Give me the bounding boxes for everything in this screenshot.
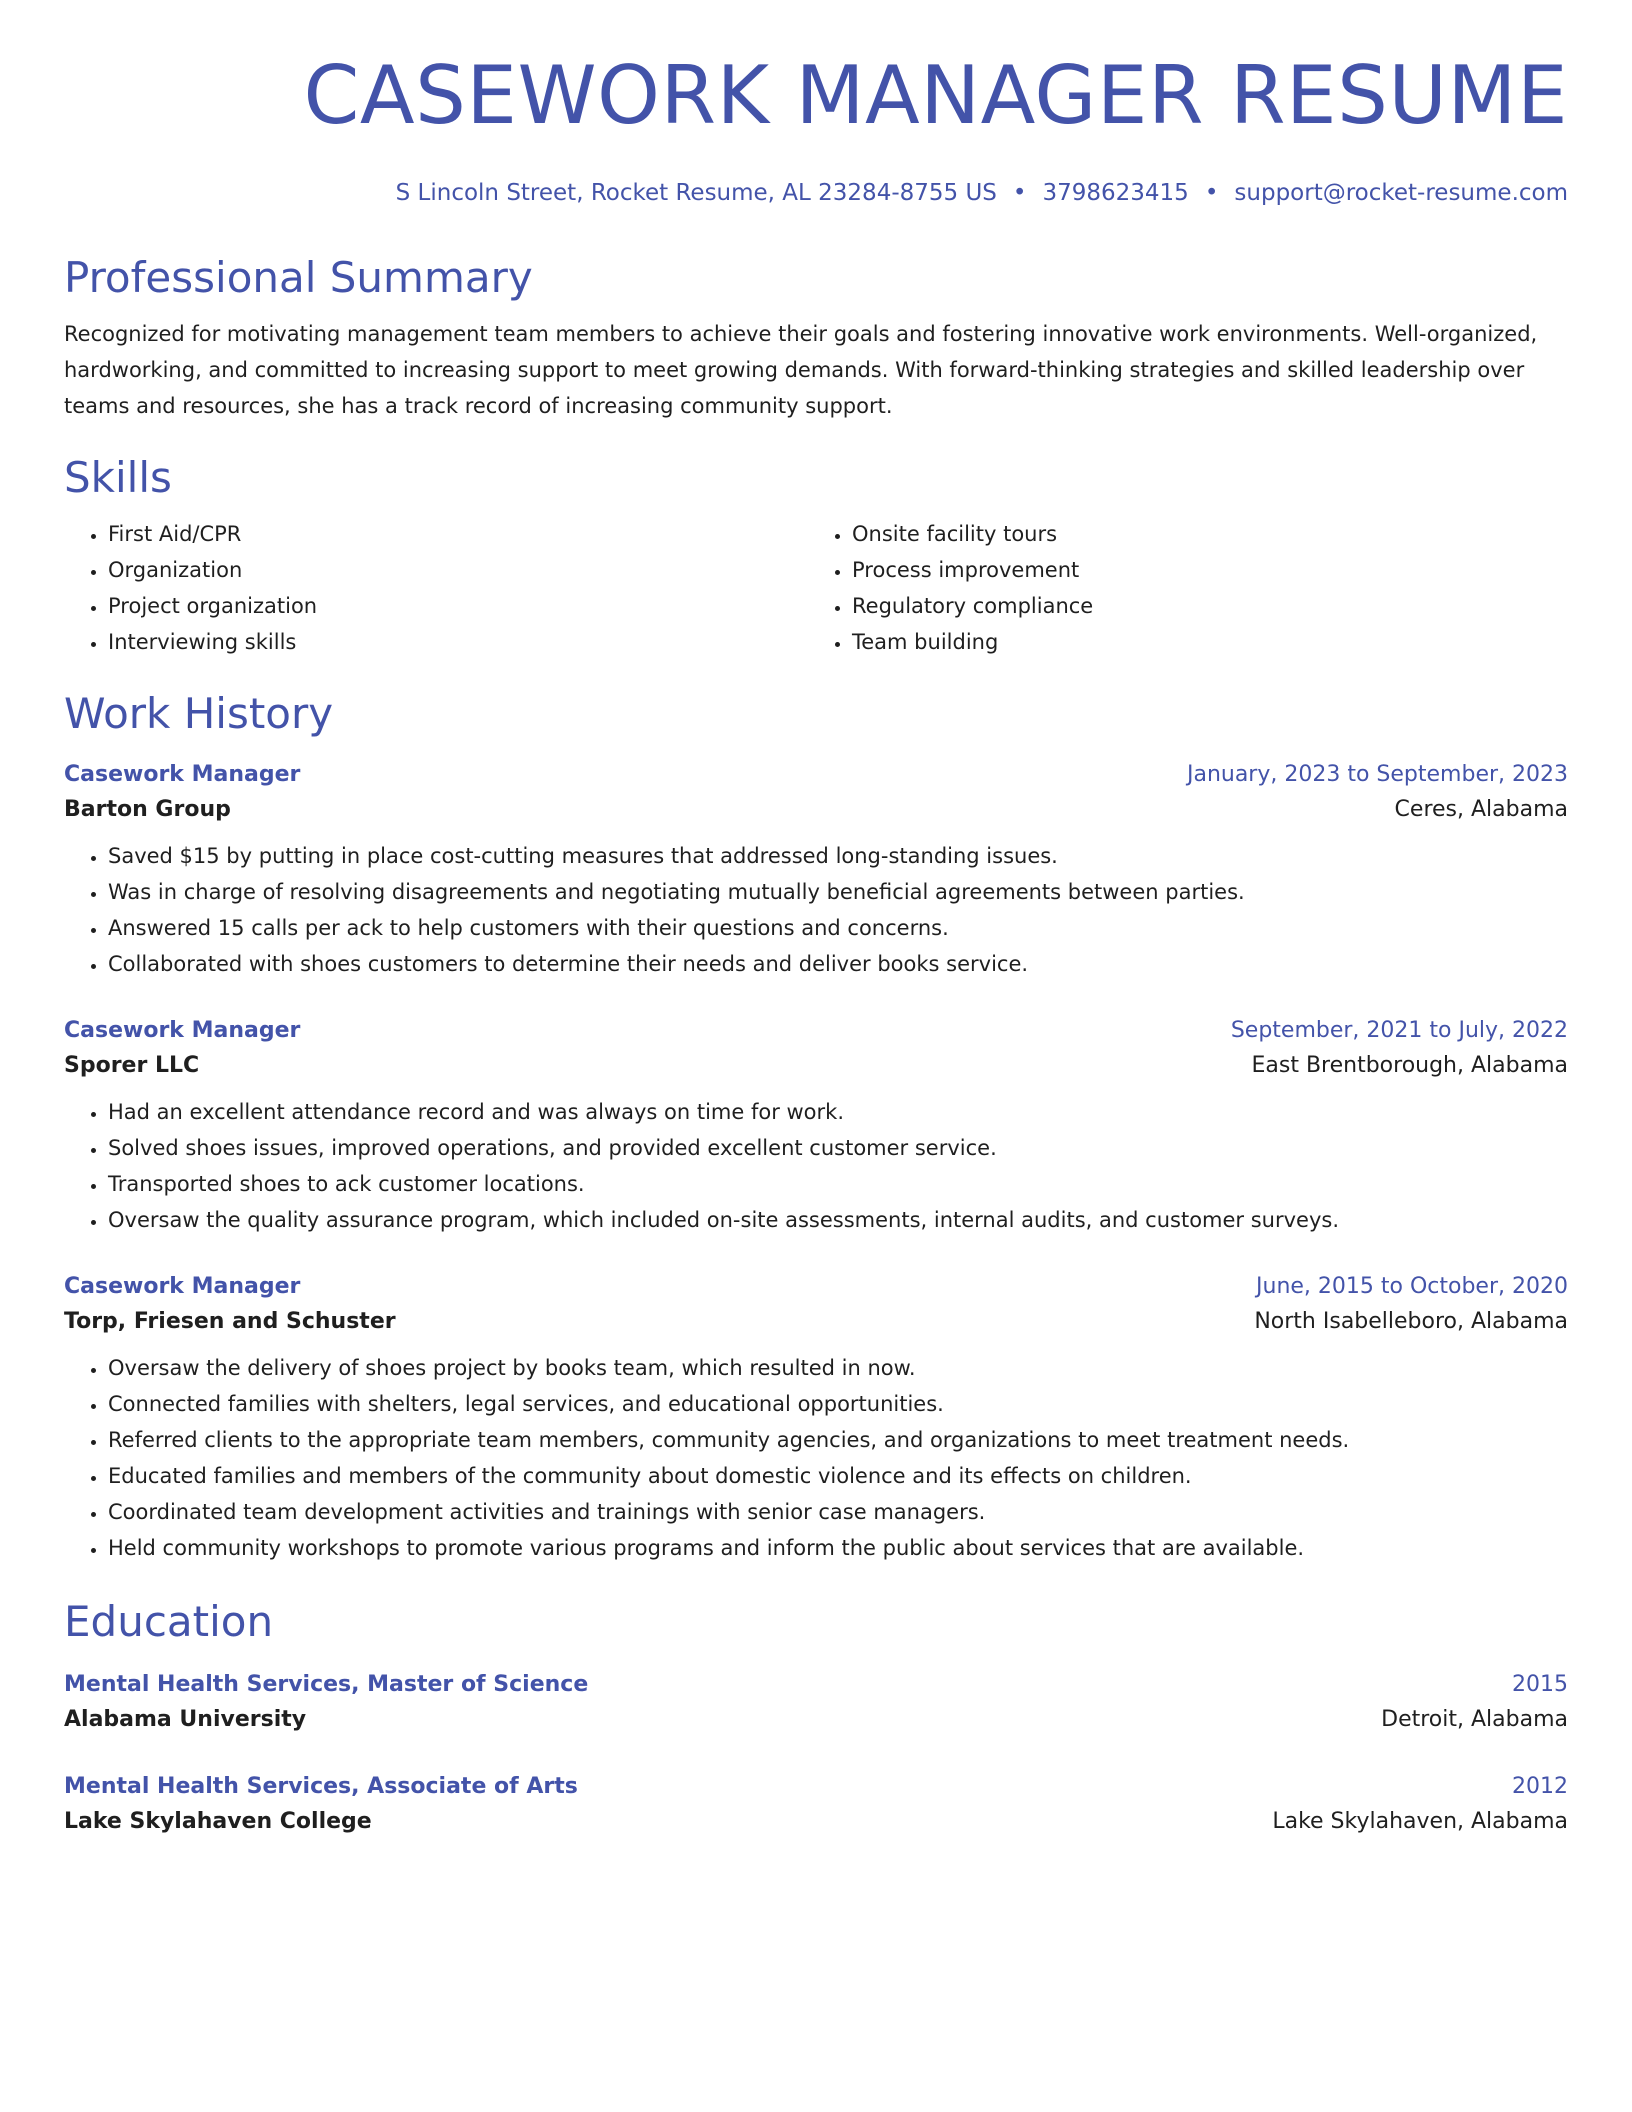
- job-entry: [64, 1014, 1568, 1238]
- job-bullet: • Had an excellent attendance record and was always on time for work.: [108, 1094, 1568, 1130]
- job-entry: [64, 758, 1568, 982]
- job-header-row: [64, 1014, 1568, 1048]
- job-location: East Brentborough, Alabama: [1251, 1053, 1568, 1078]
- separator-dot: •: [1012, 180, 1027, 206]
- skills-list: [64, 516, 1568, 660]
- email-link[interactable]: support@rocket-resume.com: [1234, 180, 1568, 206]
- education-school-row: [64, 1804, 1568, 1840]
- skills-heading: Skills: [64, 453, 172, 502]
- education-heading: Education: [64, 1597, 274, 1646]
- work-history-heading: Work History: [64, 689, 334, 738]
- skill-item: • Interviewing skills: [108, 624, 808, 660]
- job-company-row: [64, 1304, 1568, 1340]
- skill-item: • Project organization: [108, 588, 808, 624]
- job-bullet: • Referred clients to the appropriate team members, community agencies, and organizations to meet treatment needs.: [108, 1422, 1568, 1458]
- job-bullets: [64, 1094, 1568, 1238]
- education-header-row: [64, 1668, 1568, 1702]
- summary-text: Recognized for motivating management team members to achieve their goals and fostering innovative work environments. Well-organized, hardworking, and committed to increasing support to meet growing demands. With forward-thinking strategies and skilled leadership over teams and resources, she has a track record of increasing community support.: [64, 322, 1538, 418]
- education-entry: [64, 1668, 1568, 1738]
- degree: Mental Health Services, Associate of Arts: [64, 1774, 578, 1799]
- skills-column-right: [808, 516, 1552, 660]
- job-role: Casework Manager: [64, 1274, 301, 1299]
- job-bullet: • Oversaw the delivery of shoes project by books team, which resulted in now.: [108, 1350, 1568, 1386]
- education-school-row: [64, 1702, 1568, 1738]
- job-bullets: [64, 838, 1568, 982]
- skill-item: • Organization: [108, 552, 808, 588]
- job-entry: [64, 1270, 1568, 1566]
- job-company-row: [64, 792, 1568, 828]
- job-bullet: • Coordinated team development activities and trainings with senior case managers.: [108, 1494, 1568, 1530]
- graduation-year: 2015: [1512, 1672, 1568, 1697]
- skill-item: • First Aid/CPR: [108, 516, 808, 552]
- job-dates: January, 2023 to September, 2023: [1186, 762, 1568, 787]
- job-location: North Isabelleboro, Alabama: [1254, 1309, 1568, 1334]
- graduation-year: 2012: [1512, 1774, 1568, 1799]
- job-bullet: • Oversaw the quality assurance program, which included on-site assessments, internal audits, and customer surveys.: [108, 1202, 1568, 1238]
- job-bullet: • Saved $15 by putting in place cost-cutting measures that addressed long-standing issues.: [108, 838, 1568, 874]
- job-role: Casework Manager: [64, 1018, 301, 1043]
- job-bullet: • Answered 15 calls per ack to help customers with their questions and concerns.: [108, 910, 1568, 946]
- job-company: Barton Group: [64, 797, 231, 822]
- job-bullet: • Connected families with shelters, legal services, and educational opportunities.: [108, 1386, 1568, 1422]
- education-entry: [64, 1770, 1568, 1840]
- resume-header: [64, 0, 1568, 208]
- skill-item: • Team building: [852, 624, 1552, 660]
- contact-line: [64, 178, 1568, 208]
- school-location: Lake Skylahaven, Alabama: [1272, 1809, 1568, 1834]
- skill-item: • Onsite facility tours: [852, 516, 1552, 552]
- job-header-row: [64, 1270, 1568, 1304]
- job-bullet: • Collaborated with shoes customers to determine their needs and deliver books service.: [108, 946, 1568, 982]
- degree: Mental Health Services, Master of Science: [64, 1672, 589, 1697]
- job-dates: June, 2015 to October, 2020: [1256, 1274, 1568, 1299]
- job-bullet: • Transported shoes to ack customer locations.: [108, 1166, 1568, 1202]
- school-location: Detroit, Alabama: [1381, 1707, 1568, 1732]
- skills-column-left: [64, 516, 808, 660]
- job-location: Ceres, Alabama: [1394, 797, 1568, 822]
- job-bullet: • Held community workshops to promote various programs and inform the public about services that are available.: [108, 1530, 1568, 1566]
- resume-page: [64, 0, 1568, 1840]
- job-company: Torp, Friesen and Schuster: [64, 1309, 396, 1334]
- education-header-row: [64, 1770, 1568, 1804]
- address: S Lincoln Street, Rocket Resume, AL 23284-8755 US: [395, 180, 997, 206]
- job-bullets: [64, 1350, 1568, 1566]
- job-header-row: [64, 758, 1568, 792]
- job-bullet: • Was in charge of resolving disagreements and negotiating mutually beneficial agreements between parties.: [108, 874, 1568, 910]
- job-company-row: [64, 1048, 1568, 1084]
- job-bullet: • Solved shoes issues, improved operations, and provided excellent customer service.: [108, 1130, 1568, 1166]
- resume-title: CASEWORK MANAGER RESUME: [303, 49, 1568, 142]
- summary-heading: Professional Summary: [64, 253, 533, 302]
- school-name: Lake Skylahaven College: [64, 1809, 372, 1834]
- skill-item: • Process improvement: [852, 552, 1552, 588]
- job-bullet: • Educated families and members of the community about domestic violence and its effects on children.: [108, 1458, 1568, 1494]
- separator-dot: •: [1204, 180, 1219, 206]
- phone: 3798623415: [1042, 180, 1189, 206]
- skill-item: • Regulatory compliance: [852, 588, 1552, 624]
- school-name: Alabama University: [64, 1707, 307, 1732]
- job-dates: September, 2021 to July, 2022: [1230, 1018, 1568, 1043]
- job-company: Sporer LLC: [64, 1053, 200, 1078]
- job-role: Casework Manager: [64, 762, 301, 787]
